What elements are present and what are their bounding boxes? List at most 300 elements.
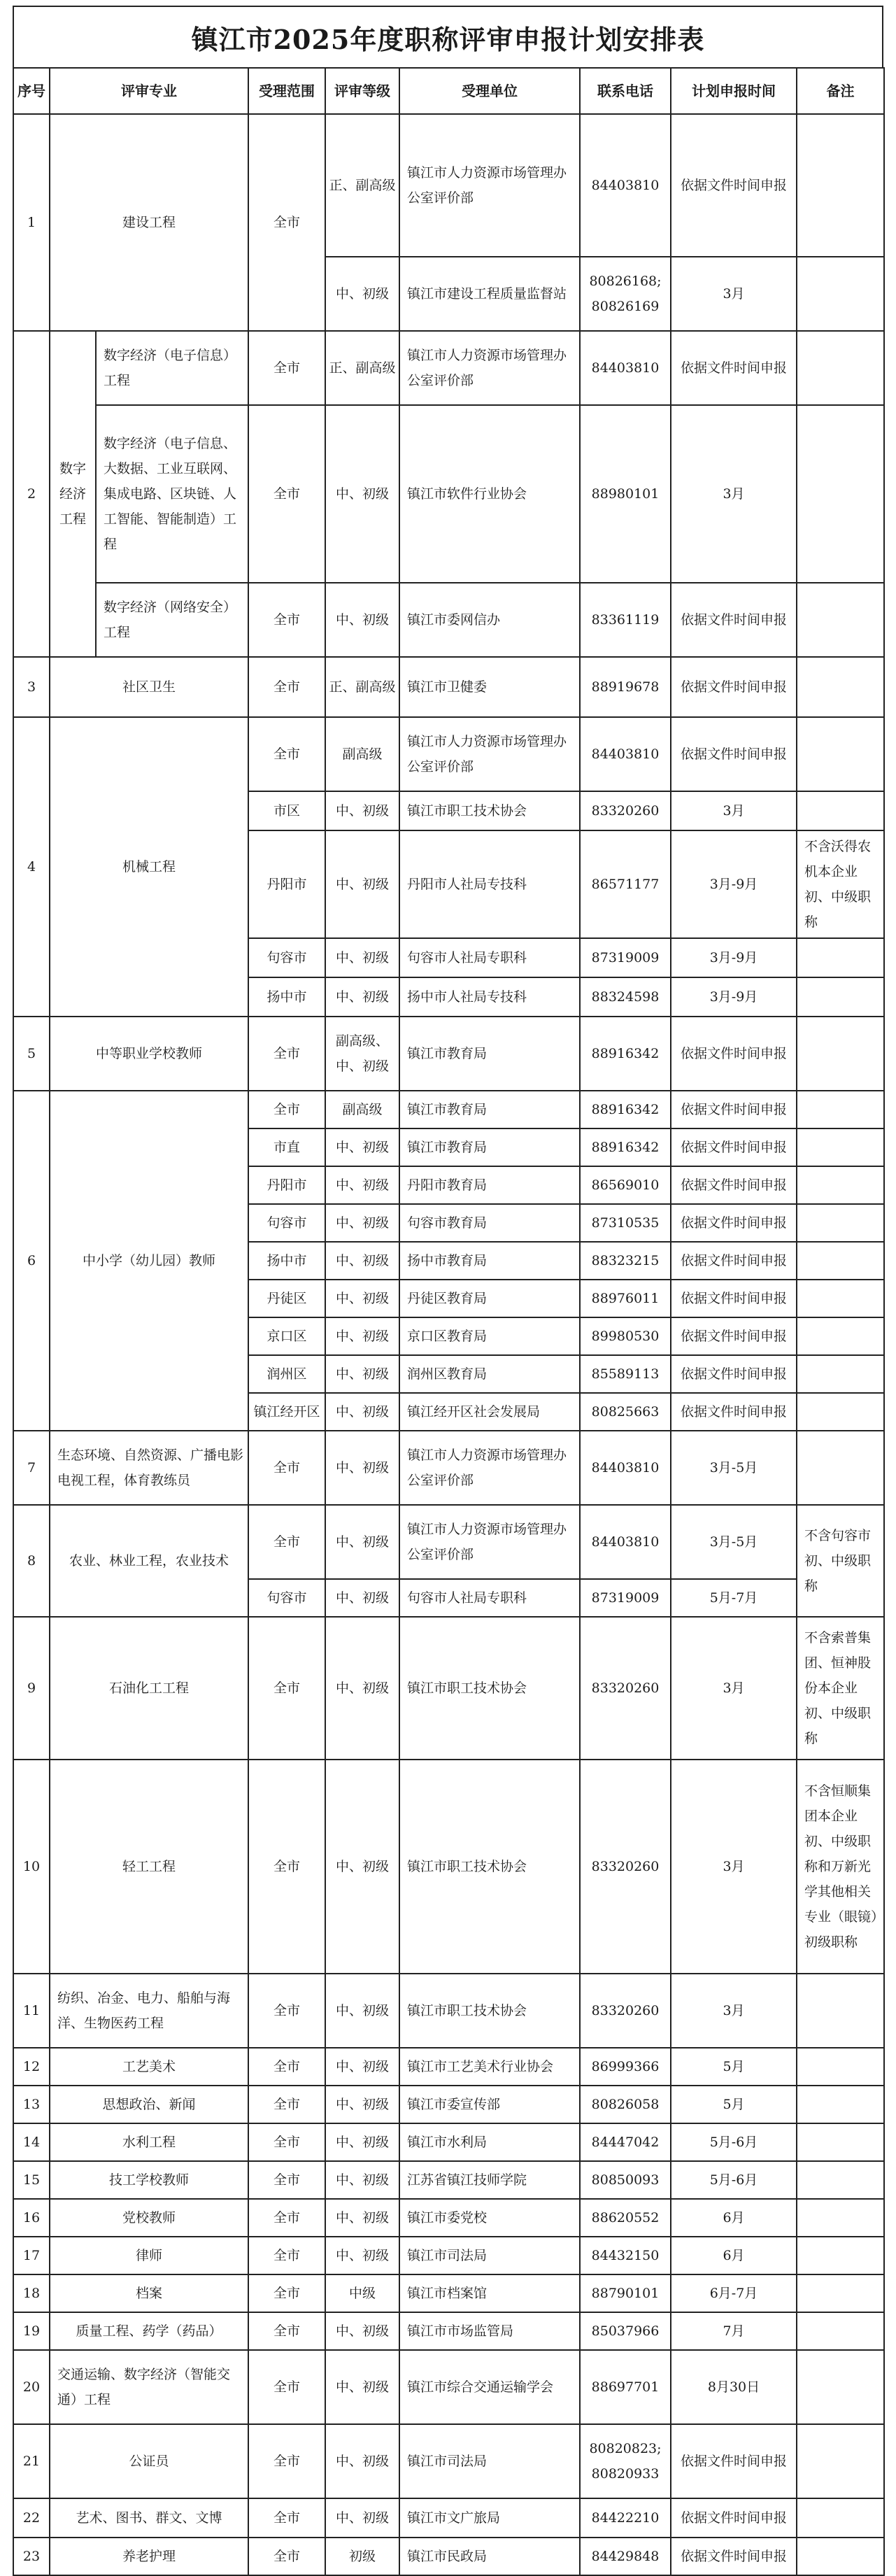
table-cell: 3月 <box>671 257 797 331</box>
table-cell: 17 <box>13 2237 50 2274</box>
table-cell: 养老护理 <box>50 2538 248 2575</box>
table-cell: 全市 <box>248 2086 325 2123</box>
table-cell: 依据文件时间申报 <box>671 2498 797 2538</box>
table-cell: 中、初级 <box>325 1505 399 1579</box>
table-cell: 83320260 <box>580 1617 671 1760</box>
table-cell: 句容市 <box>248 938 325 977</box>
table-cell: 市区 <box>248 791 325 830</box>
table-row <box>13 1017 884 1091</box>
table-cell: 依据文件时间申报 <box>671 331 797 405</box>
table-cell: 18 <box>13 2274 50 2312</box>
table-cell: 数字经济（电子信息、大数据、工业互联网、集成电路、区块链、人工智能、智能制造）工程 <box>96 405 248 583</box>
table-cell: 86571177 <box>580 830 671 938</box>
table-cell: 不含沃得农机本企业初、中级职称 <box>797 830 884 938</box>
table-cell: 80826058 <box>580 2086 671 2123</box>
table-cell: 镇江经开区社会发展局 <box>399 1393 580 1431</box>
table-cell: 全市 <box>248 717 325 791</box>
table-cell: 3 <box>13 657 50 717</box>
table-cell: 7 <box>13 1431 50 1505</box>
table-cell <box>797 2123 884 2161</box>
table-cell: 依据文件时间申报 <box>671 657 797 717</box>
table-cell: 3月-9月 <box>671 938 797 977</box>
table-cell: 全市 <box>248 2424 325 2498</box>
table-cell: 数字经济（网络安全）工程 <box>96 583 248 657</box>
table-cell: 88980101 <box>580 405 671 583</box>
table-cell: 6月 <box>671 2199 797 2237</box>
table-cell: 交通运输、数字经济（智能交通）工程 <box>50 2350 248 2424</box>
table-cell: 全市 <box>248 1617 325 1760</box>
table-cell: 镇江市人力资源市场管理办公室评价部 <box>399 331 580 405</box>
table-cell: 依据文件时间申报 <box>671 1242 797 1280</box>
table-cell: 中、初级 <box>325 2048 399 2086</box>
header-cell-remark: 备注 <box>797 68 884 114</box>
table-cell: 85037966 <box>580 2312 671 2350</box>
table-cell: 6 <box>13 1091 50 1431</box>
table-cell: 依据文件时间申报 <box>671 1166 797 1204</box>
table-cell: 2 <box>13 331 50 657</box>
table-cell: 80825663 <box>580 1393 671 1431</box>
table-cell: 全市 <box>248 2048 325 2086</box>
table-cell: 88620552 <box>580 2199 671 2237</box>
table-cell: 依据文件时间申报 <box>671 717 797 791</box>
table-cell: 丹阳市人社局专技科 <box>399 830 580 938</box>
table-row <box>13 2048 884 2086</box>
table-cell: 全市 <box>248 1017 325 1091</box>
table-cell: 石油化工工程 <box>50 1617 248 1760</box>
table-cell: 中、初级 <box>325 1431 399 1505</box>
table-row <box>13 1760 884 1974</box>
table-cell: 质量工程、药学（药品） <box>50 2312 248 2350</box>
table-cell: 润州区 <box>248 1355 325 1393</box>
table-cell: 中、初级 <box>325 791 399 830</box>
table-cell: 轻工工程 <box>50 1760 248 1974</box>
header-cell-level: 评审等级 <box>325 68 399 114</box>
table-cell: 5 <box>13 1017 50 1091</box>
table-cell: 依据文件时间申报 <box>671 583 797 657</box>
table-cell: 全市 <box>248 1431 325 1505</box>
table-cell: 镇江市教育局 <box>399 1128 580 1166</box>
table-cell: 镇江市人力资源市场管理办公室评价部 <box>399 1505 580 1579</box>
table-cell <box>797 1017 884 1091</box>
table-cell <box>797 1355 884 1393</box>
table-cell: 88916342 <box>580 1017 671 1091</box>
table-cell: 全市 <box>248 1974 325 2048</box>
table-cell <box>797 2312 884 2350</box>
header-cell-unit: 受理单位 <box>399 68 580 114</box>
table-cell: 80826168; 80826169 <box>580 257 671 331</box>
table-cell: 依据文件时间申报 <box>671 2538 797 2575</box>
table-cell: 全市 <box>248 405 325 583</box>
table-cell: 镇江市建设工程质量监督站 <box>399 257 580 331</box>
table-cell: 21 <box>13 2424 50 2498</box>
table-cell: 中级 <box>325 2274 399 2312</box>
header-cell-specialty: 评审专业 <box>50 68 248 114</box>
table-row <box>13 1974 884 2048</box>
table-cell: 扬中市人社局专技科 <box>399 977 580 1017</box>
table-cell: 中、初级 <box>325 938 399 977</box>
table-cell: 87319009 <box>580 938 671 977</box>
table-cell: 依据文件时间申报 <box>671 1393 797 1431</box>
table-cell: 84403810 <box>580 717 671 791</box>
table-cell <box>797 1128 884 1166</box>
table-cell: 中、初级 <box>325 977 399 1017</box>
table-cell <box>797 114 884 257</box>
table-row <box>13 2237 884 2274</box>
table-cell: 思想政治、新闻 <box>50 2086 248 2123</box>
table-cell: 83320260 <box>580 791 671 830</box>
table-cell: 中等职业学校教师 <box>50 1017 248 1091</box>
table-row <box>13 1431 884 1505</box>
table-cell: 中、初级 <box>325 1393 399 1431</box>
table-row <box>13 331 884 405</box>
table-cell: 不含恒顺集团本企业初、中级职称和万新光学其他相关专业（眼镜）初级职称 <box>797 1760 884 1974</box>
table-cell: 6月-7月 <box>671 2274 797 2312</box>
table-cell: 京口区教育局 <box>399 1317 580 1355</box>
table-cell: 镇江市卫健委 <box>399 657 580 717</box>
header-row <box>13 68 884 114</box>
table-cell: 3月 <box>671 1760 797 1974</box>
table-body <box>13 114 884 2575</box>
table-cell: 80820823; 80820933 <box>580 2424 671 2498</box>
table-cell: 全市 <box>248 2274 325 2312</box>
table-cell: 中、初级 <box>325 2161 399 2199</box>
table-cell: 全市 <box>248 2161 325 2199</box>
table-row <box>13 2274 884 2312</box>
table-cell: 依据文件时间申报 <box>671 114 797 257</box>
table-cell: 19 <box>13 2312 50 2350</box>
table-cell: 句容市 <box>248 1579 325 1617</box>
table-cell: 中、初级 <box>325 1579 399 1617</box>
table-cell: 依据文件时间申报 <box>671 1355 797 1393</box>
table-cell: 中、初级 <box>325 1355 399 1393</box>
table-cell: 22 <box>13 2498 50 2538</box>
table-cell: 中、初级 <box>325 583 399 657</box>
table-cell: 88324598 <box>580 977 671 1017</box>
table-cell: 84447042 <box>580 2123 671 2161</box>
table-cell: 社区卫生 <box>50 657 248 717</box>
table-cell <box>797 2538 884 2575</box>
header-cell-phone: 联系电话 <box>580 68 671 114</box>
table-cell: 12 <box>13 2048 50 2086</box>
table-cell: 全市 <box>248 2498 325 2538</box>
table-row <box>13 2086 884 2123</box>
table-row <box>13 2312 884 2350</box>
table-cell: 中、初级 <box>325 2086 399 2123</box>
table-cell: 初级 <box>325 2538 399 2575</box>
document-title: 镇江市2025年度职称评审申报计划安排表 <box>13 6 883 67</box>
table-row <box>13 1091 884 1128</box>
table-cell: 丹徒区 <box>248 1280 325 1317</box>
table-cell: 84403810 <box>580 1505 671 1579</box>
table-cell: 镇江市人力资源市场管理办公室评价部 <box>399 1431 580 1505</box>
table-cell: 23 <box>13 2538 50 2575</box>
table-cell: 中、初级 <box>325 1617 399 1760</box>
table-row <box>13 2161 884 2199</box>
header-cell-time: 计划申报时间 <box>671 68 797 114</box>
table-cell: 镇江市委党校 <box>399 2199 580 2237</box>
table-cell: 依据文件时间申报 <box>671 2424 797 2498</box>
table-cell: 88323215 <box>580 1242 671 1280</box>
table-row <box>13 657 884 717</box>
header-cell-index: 序号 <box>13 68 50 114</box>
table-cell: 5月 <box>671 2086 797 2123</box>
table-cell: 镇江市综合交通运输学会 <box>399 2350 580 2424</box>
table-cell: 镇江市人力资源市场管理办公室评价部 <box>399 717 580 791</box>
table-cell: 镇江市市场监管局 <box>399 2312 580 2350</box>
table-cell: 水利工程 <box>50 2123 248 2161</box>
table-cell: 副高级 <box>325 717 399 791</box>
table-cell: 中、初级 <box>325 405 399 583</box>
table-cell: 3月-9月 <box>671 830 797 938</box>
table-cell: 5月-6月 <box>671 2161 797 2199</box>
table-cell <box>797 2199 884 2237</box>
table-cell: 全市 <box>248 331 325 405</box>
table-cell <box>797 1280 884 1317</box>
table-cell: 镇江市人力资源市场管理办公室评价部 <box>399 114 580 257</box>
table-cell: 全市 <box>248 1091 325 1128</box>
table-row <box>13 1617 884 1760</box>
table-cell: 中、初级 <box>325 2237 399 2274</box>
table-cell: 88919678 <box>580 657 671 717</box>
table-cell: 9 <box>13 1617 50 1760</box>
table-cell <box>797 331 884 405</box>
table-row <box>13 583 884 657</box>
table-cell: 20 <box>13 2350 50 2424</box>
table-cell: 16 <box>13 2199 50 2237</box>
table-cell: 中、初级 <box>325 2199 399 2237</box>
table-cell: 技工学校教师 <box>50 2161 248 2199</box>
table-cell: 润州区教育局 <box>399 1355 580 1393</box>
table-cell: 镇江市职工技术协会 <box>399 1617 580 1760</box>
table-cell: 京口区 <box>248 1317 325 1355</box>
table-cell: 3月-9月 <box>671 977 797 1017</box>
table-cell: 依据文件时间申报 <box>671 1017 797 1091</box>
table-cell: 83320260 <box>580 1974 671 2048</box>
table-cell <box>797 1393 884 1431</box>
table-cell: 5月-6月 <box>671 2123 797 2161</box>
table-cell: 13 <box>13 2086 50 2123</box>
table-cell: 市直 <box>248 1128 325 1166</box>
table-cell <box>797 2048 884 2086</box>
table-cell: 全市 <box>248 2123 325 2161</box>
table-cell: 86999366 <box>580 2048 671 2086</box>
table-cell: 15 <box>13 2161 50 2199</box>
table-cell: 镇江市水利局 <box>399 2123 580 2161</box>
table-cell: 中、初级 <box>325 1280 399 1317</box>
table-cell <box>797 938 884 977</box>
table-cell: 全市 <box>248 2237 325 2274</box>
table-cell: 镇江市司法局 <box>399 2424 580 2498</box>
table-cell: 88697701 <box>580 2350 671 2424</box>
table-cell: 工艺美术 <box>50 2048 248 2086</box>
table-row <box>13 2350 884 2424</box>
table-cell: 全市 <box>248 2199 325 2237</box>
table-cell: 中、初级 <box>325 2123 399 2161</box>
table-cell: 4 <box>13 717 50 1017</box>
table-cell: 10 <box>13 1760 50 1974</box>
table-cell: 88790101 <box>580 2274 671 2312</box>
table-cell: 纺织、冶金、电力、船舶与海洋、生物医药工程 <box>50 1974 248 2048</box>
table-cell: 句容市教育局 <box>399 1204 580 1242</box>
table-cell: 依据文件时间申报 <box>671 1128 797 1166</box>
table-cell: 中、初级 <box>325 2424 399 2498</box>
table-cell: 正、副高级 <box>325 657 399 717</box>
table-cell: 扬中市 <box>248 977 325 1017</box>
table-cell: 中、初级 <box>325 830 399 938</box>
table-cell: 中、初级 <box>325 2350 399 2424</box>
table-row <box>13 2123 884 2161</box>
table-row <box>13 2498 884 2538</box>
table-cell: 镇江市档案馆 <box>399 2274 580 2312</box>
table-cell <box>797 1091 884 1128</box>
table-cell: 镇江市文广旅局 <box>399 2498 580 2538</box>
table-row <box>13 1505 884 1579</box>
table-cell <box>797 1166 884 1204</box>
table-cell: 全市 <box>248 2312 325 2350</box>
table-cell: 正、副高级 <box>325 331 399 405</box>
table-cell <box>797 583 884 657</box>
table-cell: 依据文件时间申报 <box>671 1317 797 1355</box>
table-cell: 84432150 <box>580 2237 671 2274</box>
table-cell: 公证员 <box>50 2424 248 2498</box>
table-row <box>13 405 884 583</box>
table-cell: 87319009 <box>580 1579 671 1617</box>
table-cell: 1 <box>13 114 50 331</box>
schedule-table <box>13 67 885 2576</box>
table-cell: 镇江市职工技术协会 <box>399 1760 580 1974</box>
table-cell: 档案 <box>50 2274 248 2312</box>
table-cell <box>797 1974 884 2048</box>
table-cell: 依据文件时间申报 <box>671 1280 797 1317</box>
table-cell: 中、初级 <box>325 2312 399 2350</box>
table-cell: 中、初级 <box>325 257 399 331</box>
table-row <box>13 2538 884 2575</box>
table-cell: 全市 <box>248 2350 325 2424</box>
table-cell <box>797 2237 884 2274</box>
table-cell: 丹阳市 <box>248 1166 325 1204</box>
table-cell: 丹徒区教育局 <box>399 1280 580 1317</box>
table-cell: 88916342 <box>580 1091 671 1128</box>
table-cell: 数字经济工程 <box>50 331 96 657</box>
table-cell <box>797 791 884 830</box>
table-row <box>13 2199 884 2237</box>
table-cell: 3月 <box>671 1617 797 1760</box>
table-cell: 84403810 <box>580 1431 671 1505</box>
table-row <box>13 2424 884 2498</box>
table-cell: 副高级 <box>325 1091 399 1128</box>
table-cell: 3月-5月 <box>671 1505 797 1579</box>
table-cell: 建设工程 <box>50 114 248 331</box>
table-cell: 89980530 <box>580 1317 671 1355</box>
table-cell: 14 <box>13 2123 50 2161</box>
table-cell <box>797 657 884 717</box>
table-cell <box>797 2350 884 2424</box>
table-cell: 数字经济（电子信息）工程 <box>96 331 248 405</box>
table-cell <box>797 1204 884 1242</box>
table-cell: 丹阳市 <box>248 830 325 938</box>
table-cell: 88976011 <box>580 1280 671 1317</box>
table-cell: 3月 <box>671 405 797 583</box>
table-cell: 11 <box>13 1974 50 2048</box>
table-cell <box>797 2274 884 2312</box>
table-cell <box>797 2498 884 2538</box>
table-cell: 农业、林业工程，农业技术 <box>50 1505 248 1617</box>
table-cell: 镇江市教育局 <box>399 1091 580 1128</box>
table-cell: 84429848 <box>580 2538 671 2575</box>
table-cell: 中、初级 <box>325 1204 399 1242</box>
table-cell <box>797 1242 884 1280</box>
table-cell: 80850093 <box>580 2161 671 2199</box>
table-cell: 镇江市委宣传部 <box>399 2086 580 2123</box>
table-cell: 88916342 <box>580 1128 671 1166</box>
table-row <box>13 717 884 791</box>
table-cell: 镇江经开区 <box>248 1393 325 1431</box>
table-cell: 镇江市职工技术协会 <box>399 1974 580 2048</box>
table-cell: 83361119 <box>580 583 671 657</box>
table-cell: 6月 <box>671 2237 797 2274</box>
table-cell <box>797 1431 884 1505</box>
table-cell <box>797 2086 884 2123</box>
table-cell: 扬中市 <box>248 1242 325 1280</box>
table-cell: 依据文件时间申报 <box>671 1091 797 1128</box>
table-cell: 全市 <box>248 1505 325 1579</box>
table-cell <box>797 405 884 583</box>
table-cell: 中、初级 <box>325 2498 399 2538</box>
table-cell: 8 <box>13 1505 50 1617</box>
table-cell: 不含句容市初、中级职称 <box>797 1505 884 1617</box>
table-cell: 句容市人社局专职科 <box>399 1579 580 1617</box>
table-cell: 党校教师 <box>50 2199 248 2237</box>
table-cell: 镇江市民政局 <box>399 2538 580 2575</box>
table-cell <box>797 2161 884 2199</box>
table-cell: 7月 <box>671 2312 797 2350</box>
table-cell: 中、初级 <box>325 1242 399 1280</box>
table-cell <box>797 257 884 331</box>
table-cell: 3月-5月 <box>671 1431 797 1505</box>
table-cell: 85589113 <box>580 1355 671 1393</box>
table-cell: 全市 <box>248 657 325 717</box>
table-cell: 中、初级 <box>325 1166 399 1204</box>
table-cell: 中、初级 <box>325 1317 399 1355</box>
table-cell: 扬中市教育局 <box>399 1242 580 1280</box>
table-cell <box>797 977 884 1017</box>
table-cell: 机械工程 <box>50 717 248 1017</box>
table-cell: 中、初级 <box>325 1974 399 2048</box>
table-cell: 84403810 <box>580 331 671 405</box>
table-cell: 生态环境、自然资源、广播电影电视工程，体育教练员 <box>50 1431 248 1505</box>
table-cell: 全市 <box>248 583 325 657</box>
table-cell <box>797 717 884 791</box>
table-cell: 中、初级 <box>325 1760 399 1974</box>
table-cell: 镇江市软件行业协会 <box>399 405 580 583</box>
table-cell: 全市 <box>248 2538 325 2575</box>
table-cell: 句容市 <box>248 1204 325 1242</box>
table-cell: 艺术、图书、群文、文博 <box>50 2498 248 2538</box>
table-cell: 3月 <box>671 791 797 830</box>
table-cell: 镇江市工艺美术行业协会 <box>399 2048 580 2086</box>
table-cell: 江苏省镇江技师学院 <box>399 2161 580 2199</box>
table-cell: 镇江市委网信办 <box>399 583 580 657</box>
table-cell <box>797 2424 884 2498</box>
table-cell: 全市 <box>248 1760 325 1974</box>
table-cell: 镇江市职工技术协会 <box>399 791 580 830</box>
table-cell: 丹阳市教育局 <box>399 1166 580 1204</box>
header-cell-scope: 受理范围 <box>248 68 325 114</box>
table-row <box>13 114 884 257</box>
table-cell: 3月 <box>671 1974 797 2048</box>
table-cell: 全市 <box>248 114 325 331</box>
table-cell: 句容市人社局专职科 <box>399 938 580 977</box>
